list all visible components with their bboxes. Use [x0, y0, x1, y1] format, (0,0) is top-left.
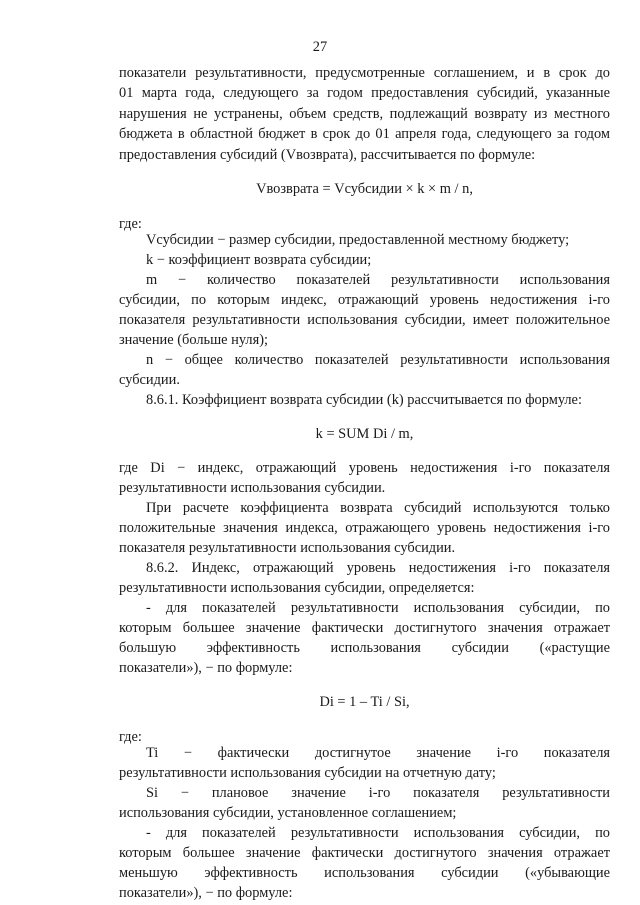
text-line: показателя результативности использования субсидии. — [119, 540, 456, 556]
text-line: - для показателей результативности использования субсидии, по — [146, 600, 610, 616]
text-line: где: — [119, 216, 142, 232]
text-line: нарушения не устранены, объем средств, подлежащий возврату из местного — [119, 106, 610, 122]
text-line: результативности использования субсидии. — [119, 480, 386, 496]
text-line: субсидии. — [119, 372, 180, 388]
text-line: где: — [119, 729, 142, 745]
formula-return-volume: Vвозврата = Vсубсидии × k × m / n, — [256, 181, 473, 197]
text-line: значение (больше нуля); — [119, 332, 268, 348]
text-line: бюджета в областной бюджет в срок до 01 апреля года, следующего за годом — [119, 126, 610, 142]
text-line: использования субсидии, установленное соглашением; — [119, 805, 457, 821]
text-line: - для показателей результативности использования субсидии, по — [146, 825, 610, 841]
text-line: субсидии, по которым индекс, отражающий уровень недостижения i-го — [119, 292, 610, 308]
text-line: При расчете коэффициента возврата субсидий используются только — [146, 500, 610, 516]
text-line: предоставления субсидий (Vвозврата), рассчитывается по формуле: — [119, 147, 536, 163]
text-line: показателя результативности использования субсидии, имеет положительное — [119, 312, 610, 328]
text-line: n − общее количество показателей результативности использования — [146, 352, 610, 368]
text-line: 8.6.1. Коэффициент возврата субсидии (k) рассчитывается по формуле: — [146, 392, 582, 408]
text-line: которым большее значение фактически достигнутого значения отражает — [119, 845, 610, 861]
text-line: Si − плановое значение i-го показателя результативности — [146, 785, 610, 801]
text-line: положительные значения индекса, отражающего уровень недостижения i-го — [119, 520, 610, 536]
text-line: результативности использования субсидии на отчетную дату; — [119, 765, 496, 781]
text-line: меньшую эффективность использования субсидии («убывающие — [119, 865, 610, 881]
text-line: где Di − индекс, отражающий уровень недостижения i-го показателя — [119, 460, 610, 476]
text-line: 8.6.2. Индекс, отражающий уровень недостижения i-го показателя — [146, 560, 610, 576]
text-line: показатели»), − по формуле: — [119, 885, 293, 901]
text-line: большую эффективность использования субсидии («растущие — [119, 640, 610, 656]
text-line: показатели»), − по формуле: — [119, 660, 293, 676]
text-line: результативности использования субсидии, определяется: — [119, 580, 475, 596]
formula-index: Di = 1 – Ti / Si, — [319, 694, 410, 710]
text-line: 01 марта года, следующего за годом предоставления субсидий, указанные — [119, 85, 610, 101]
text-line: показатели результативности, предусмотренные соглашением, и в срок до — [119, 65, 610, 81]
page-number: 27 — [312, 39, 328, 55]
text-line: Ti − фактически достигнутое значение i-го показателя — [146, 745, 610, 761]
formula-return-coefficient: k = SUM Di / m, — [315, 426, 414, 442]
text-line: которым большее значение фактически достигнутого значения отражает — [119, 620, 610, 636]
text-line: k − коэффициент возврата субсидии; — [146, 252, 372, 268]
text-line: m − количество показателей результативности использования — [146, 272, 610, 288]
text-line: Vсубсидии − размер субсидии, предоставленной местному бюджету; — [146, 232, 570, 248]
